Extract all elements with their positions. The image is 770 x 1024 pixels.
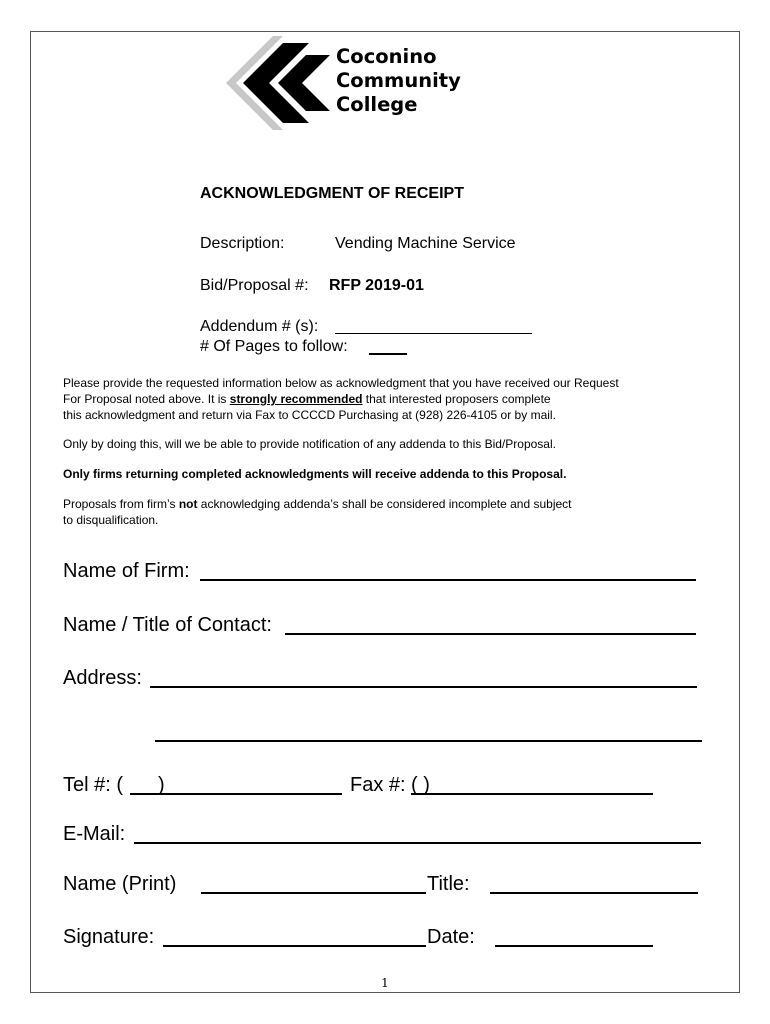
contact-label: Name / Title of Contact: bbox=[63, 614, 272, 636]
strongly-recommended-text: strongly recommended bbox=[229, 392, 363, 406]
para4-line2: to disqualification. bbox=[63, 513, 159, 527]
signature-label: Signature: bbox=[63, 926, 155, 948]
tel-paren-close: ) bbox=[158, 774, 165, 796]
para1-line3: this acknowledgment and return via Fax to CCCCD Purchasing at (928) 226-4105 or by mail. bbox=[63, 408, 556, 422]
email-field[interactable] bbox=[134, 842, 701, 844]
para4-post: acknowledging addenda’s shall be considered incomplete and subject bbox=[197, 497, 572, 511]
firm-label: Name of Firm: bbox=[63, 560, 190, 582]
firm-field[interactable] bbox=[200, 579, 696, 581]
bid-label: Bid/Proposal #: bbox=[200, 277, 309, 294]
signature-field[interactable] bbox=[163, 945, 426, 947]
page-number: 1 bbox=[381, 976, 389, 990]
para4-line1 bbox=[63, 497, 572, 512]
page-title: ACKNOWLEDGMENT OF RECEIPT bbox=[200, 185, 464, 202]
tel-label: Tel #: ( bbox=[63, 774, 124, 796]
address-label: Address: bbox=[63, 667, 142, 689]
name-print-label: Name (Print) bbox=[63, 873, 177, 895]
para1-line2 bbox=[63, 392, 551, 407]
college-name-line2: Community bbox=[336, 69, 461, 92]
description-value: Vending Machine Service bbox=[335, 235, 516, 252]
para3: Only firms returning completed acknowledgments will receive addenda to this Proposal. bbox=[63, 467, 567, 481]
title-label: Title: bbox=[427, 873, 470, 895]
addendum-blank[interactable] bbox=[335, 333, 532, 334]
title-field[interactable] bbox=[490, 892, 698, 894]
date-label: Date: bbox=[427, 926, 475, 948]
date-field[interactable] bbox=[495, 945, 653, 947]
para1-line2-pre: For Proposal noted above. It is bbox=[63, 392, 230, 406]
para2: Only by doing this, will we be able to provide notification of any addenda to this Bid/Proposal. bbox=[63, 437, 556, 451]
para4-pre: Proposals from firm’s bbox=[63, 497, 179, 511]
para4-emph: not bbox=[178, 497, 198, 511]
pages-blank[interactable] bbox=[369, 353, 407, 355]
fax-field[interactable] bbox=[411, 793, 653, 795]
college-name-line1: Coconino bbox=[336, 45, 437, 68]
addendum-label: Addendum # (s): bbox=[200, 318, 319, 335]
email-label: E-Mail: bbox=[63, 823, 126, 845]
fax-label: Fax #: bbox=[350, 774, 406, 796]
college-name-line3: College bbox=[336, 93, 418, 116]
fax-paren: ( ) bbox=[411, 774, 430, 796]
college-logo-icon bbox=[226, 36, 330, 130]
para1-line1: Please provide the requested information below as acknowledgment that you have received our Request bbox=[63, 376, 619, 390]
para1-line2-post: that interested proposers complete bbox=[362, 392, 551, 406]
college-name bbox=[336, 45, 461, 117]
description-label: Description: bbox=[200, 235, 285, 252]
address-field-2[interactable] bbox=[155, 740, 702, 742]
document-page bbox=[30, 31, 740, 993]
pages-label: # Of Pages to follow: bbox=[200, 338, 348, 355]
name-print-field[interactable] bbox=[201, 892, 426, 894]
bid-value: RFP 2019-01 bbox=[329, 277, 424, 294]
contact-field[interactable] bbox=[285, 633, 696, 635]
address-field-1[interactable] bbox=[150, 686, 697, 688]
